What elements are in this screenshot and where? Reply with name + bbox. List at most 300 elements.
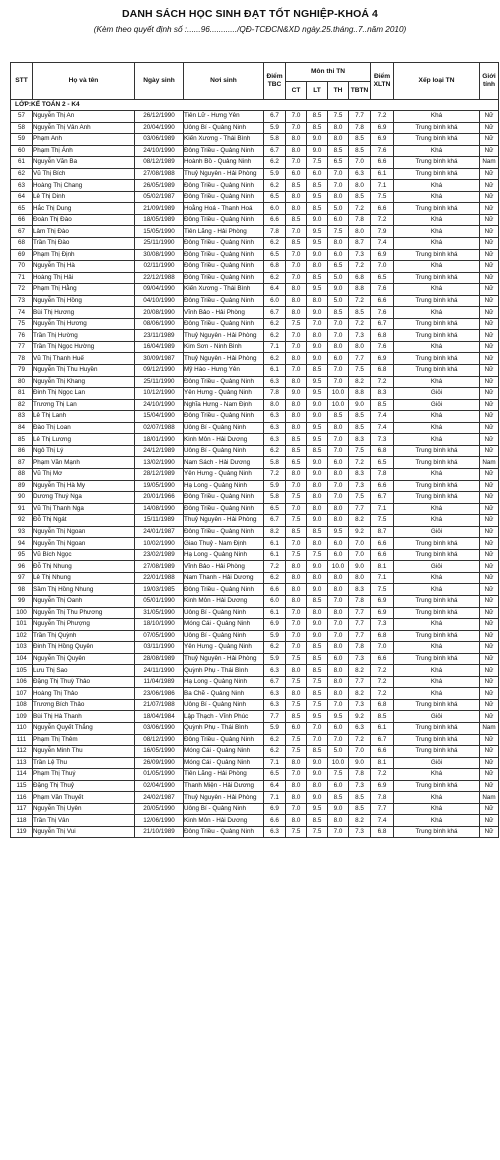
cell-gender: Nữ [480, 653, 499, 665]
cell-th: 8.0 [328, 607, 349, 619]
cell-tbc: 6.3 [264, 434, 286, 446]
cell-tbc: 6.2 [264, 572, 286, 584]
cell-tbtn: 8.5 [349, 411, 371, 423]
table-row [11, 365, 499, 377]
cell-rank: Khá [394, 261, 480, 273]
cell-tbtn: 7.3 [349, 826, 371, 838]
cell-lt: 9.5 [307, 422, 328, 434]
cell-xltn: 6.9 [371, 353, 394, 365]
cell-tbc: 7.1 [264, 792, 286, 804]
cell-dob: 03/06/1989 [135, 134, 184, 146]
cell-rank: Trung bình khá [394, 607, 480, 619]
cell-tbc: 5.9 [264, 122, 286, 134]
cell-ct: 8.5 [286, 526, 307, 538]
cell-tbtn: 7.5 [349, 445, 371, 457]
cell-name: Trần Thị Quỳnh [33, 630, 135, 642]
cell-name: Vũ Thị Thanh Nga [33, 503, 135, 515]
cell-pob: Kiến Xương - Thái Bình [184, 284, 264, 296]
cell-xltn: 6.7 [371, 492, 394, 504]
cell-tbtn: 7.3 [349, 480, 371, 492]
cell-tbc: 6.2 [264, 734, 286, 746]
cell-pob: Thuỷ Nguyên - Hải Phòng [184, 515, 264, 527]
cell-dob: 22/12/1988 [135, 272, 184, 284]
table-row [11, 826, 499, 838]
cell-th: 5.0 [328, 272, 349, 284]
cell-dob: 23/02/1989 [135, 549, 184, 561]
cell-dob: 10/02/1990 [135, 538, 184, 550]
cell-rank: Khá [394, 676, 480, 688]
table-row [11, 526, 499, 538]
cell-pob: Thuỷ Nguyên - Hải Phòng [184, 353, 264, 365]
cell-th: 7.5 [328, 769, 349, 781]
cell-tbtn: 7.0 [349, 538, 371, 550]
cell-rank: Khá [394, 572, 480, 584]
cell-rank: Khá [394, 688, 480, 700]
cell-stt: 84 [11, 422, 33, 434]
table-row [11, 399, 499, 411]
cell-name: Phạm Thị Định [33, 249, 135, 261]
table-row [11, 157, 499, 169]
cell-dob: 15/11/1989 [135, 515, 184, 527]
cell-ct: 7.5 [286, 653, 307, 665]
cell-tbc: 6.2 [264, 318, 286, 330]
cell-gender: Nữ [480, 272, 499, 284]
cell-tbc: 7.2 [264, 561, 286, 573]
cell-stt: 67 [11, 226, 33, 238]
cell-name: Vũ Thị Thanh Huế [33, 353, 135, 365]
cell-lt: 9.0 [307, 468, 328, 480]
cell-rank: Trung bình khá [394, 122, 480, 134]
cell-xltn: 7.2 [371, 214, 394, 226]
table-row [11, 145, 499, 157]
cell-th: 8.0 [328, 515, 349, 527]
cell-pob: Hạ Long - Quảng Ninh [184, 549, 264, 561]
cell-tbc: 6.7 [264, 145, 286, 157]
cell-pob: Ba Chẽ - Quảng Ninh [184, 688, 264, 700]
cell-ct: 8.0 [286, 295, 307, 307]
cell-lt: 8.5 [307, 642, 328, 654]
cell-gender: Nữ [480, 803, 499, 815]
cell-lt: 8.5 [307, 746, 328, 758]
cell-gender: Nữ [480, 746, 499, 758]
cell-pob: Đông Triều - Quảng Ninh [184, 503, 264, 515]
cell-name: Phạm Thị Ánh [33, 145, 135, 157]
cell-dob: 09/12/1990 [135, 365, 184, 377]
cell-tbtn: 8.3 [349, 584, 371, 596]
cell-gender: Nữ [480, 341, 499, 353]
cell-rank: Giỏi [394, 711, 480, 723]
cell-xltn: 7.2 [371, 769, 394, 781]
cell-dob: 18/10/1990 [135, 619, 184, 631]
cell-stt: 72 [11, 284, 33, 296]
cell-ct: 8.0 [286, 203, 307, 215]
cell-pob: Uông Bí - Quảng Ninh [184, 607, 264, 619]
cell-lt: 9.5 [307, 711, 328, 723]
cell-lt: 7.5 [307, 549, 328, 561]
cell-lt: 9.0 [307, 249, 328, 261]
cell-name: Hoàng Thị Thảo [33, 688, 135, 700]
cell-ct: 7.0 [286, 272, 307, 284]
table-row [11, 353, 499, 365]
cell-pob: Đông Triều - Quảng Ninh [184, 411, 264, 423]
cell-lt: 9.0 [307, 769, 328, 781]
cell-ct: 8.0 [286, 376, 307, 388]
cell-ct: 7.0 [286, 538, 307, 550]
cell-ct: 8.0 [286, 792, 307, 804]
cell-tbtn: 7.3 [349, 653, 371, 665]
table-row [11, 284, 499, 296]
cell-pob: Tiên Lãng - Hải Phòng [184, 226, 264, 238]
cell-name: Nguyễn Thị Ngoan [33, 538, 135, 550]
cell-ct: 7.5 [286, 515, 307, 527]
cell-name: Nguyễn Thị Uyên [33, 803, 135, 815]
cell-tbc: 6.2 [264, 642, 286, 654]
cell-ct: 8.0 [286, 815, 307, 827]
cell-gender: Nữ [480, 619, 499, 631]
cell-pob: Tiên Lãng - Hải Phòng [184, 769, 264, 781]
cell-th: 9.0 [328, 284, 349, 296]
cell-ct: 7.5 [286, 318, 307, 330]
cell-gender: Nữ [480, 734, 499, 746]
table-row [11, 214, 499, 226]
cell-rank: Khá [394, 111, 480, 123]
table-row [11, 815, 499, 827]
cell-rank: Trung bình khá [394, 549, 480, 561]
cell-stt: 79 [11, 365, 33, 377]
cell-gender: Nữ [480, 572, 499, 584]
cell-pob: Tiên Lữ - Hưng Yên [184, 111, 264, 123]
cell-stt: 60 [11, 145, 33, 157]
table-row [11, 746, 499, 758]
cell-rank: Trung bình khá [394, 272, 480, 284]
cell-gender: Nam [480, 457, 499, 469]
cell-th: 10.0 [328, 388, 349, 400]
cell-stt: 95 [11, 549, 33, 561]
cell-th: 8.0 [328, 584, 349, 596]
table-row [11, 711, 499, 723]
cell-tbtn: 7.5 [349, 492, 371, 504]
cell-xltn: 7.1 [371, 180, 394, 192]
cell-tbc: 6.3 [264, 422, 286, 434]
cell-gender: Nữ [480, 630, 499, 642]
cell-lt: 7.0 [307, 722, 328, 734]
cell-th: 7.0 [328, 318, 349, 330]
cell-tbtn: 8.2 [349, 515, 371, 527]
cell-lt: 9.5 [307, 191, 328, 203]
cell-rank: Khá [394, 769, 480, 781]
cell-ct: 8.0 [286, 665, 307, 677]
cell-lt: 8.5 [307, 688, 328, 700]
cell-tbtn: 8.5 [349, 145, 371, 157]
cell-gender: Nữ [480, 492, 499, 504]
cell-dob: 11/04/1989 [135, 676, 184, 688]
cell-gender: Nữ [480, 595, 499, 607]
cell-th: 7.0 [328, 630, 349, 642]
cell-pob: Quỳnh Phụ - Thái Bình [184, 665, 264, 677]
cell-th: 8.5 [328, 792, 349, 804]
cell-stt: 110 [11, 722, 33, 734]
cell-pob: Đông Triều - Quảng Ninh [184, 272, 264, 284]
cell-lt: 9.0 [307, 134, 328, 146]
cell-dob: 15/05/1990 [135, 226, 184, 238]
header-dob: Ngày sinh [135, 63, 184, 100]
table-row [11, 515, 499, 527]
cell-name: Trần Thị Hường [33, 330, 135, 342]
cell-rank: Trung bình khá [394, 492, 480, 504]
cell-gender: Nữ [480, 688, 499, 700]
table-row [11, 734, 499, 746]
cell-tbc: 7.2 [264, 468, 286, 480]
table-row [11, 699, 499, 711]
cell-xltn: 6.6 [371, 746, 394, 758]
cell-dob: 14/08/1990 [135, 503, 184, 515]
table-row [11, 111, 499, 123]
cell-tbtn: 7.7 [349, 607, 371, 619]
cell-name: Nguyễn Thị An [33, 111, 135, 123]
cell-th: 6.5 [328, 261, 349, 273]
cell-pob: Uông Bí - Quảng Ninh [184, 422, 264, 434]
cell-th: 7.0 [328, 180, 349, 192]
cell-th: 9.5 [328, 711, 349, 723]
cell-th: 6.0 [328, 538, 349, 550]
cell-gender: Nữ [480, 226, 499, 238]
cell-tbtn: 9.2 [349, 711, 371, 723]
cell-tbc: 8.0 [264, 399, 286, 411]
cell-rank: Khá [394, 665, 480, 677]
cell-rank: Khá [394, 226, 480, 238]
table-row [11, 180, 499, 192]
cell-rank: Khá [394, 468, 480, 480]
cell-dob: 16/04/1989 [135, 341, 184, 353]
cell-th: 8.0 [328, 468, 349, 480]
header-ct: CT [286, 82, 307, 100]
cell-th: 6.0 [328, 353, 349, 365]
cell-ct: 6.5 [286, 457, 307, 469]
cell-th: 8.0 [328, 341, 349, 353]
cell-ct: 7.0 [286, 249, 307, 261]
cell-tbc: 6.0 [264, 203, 286, 215]
table-row [11, 261, 499, 273]
cell-dob: 19/05/1990 [135, 480, 184, 492]
cell-stt: 89 [11, 480, 33, 492]
cell-gender: Nữ [480, 607, 499, 619]
cell-ct: 8.0 [286, 584, 307, 596]
cell-stt: 87 [11, 457, 33, 469]
cell-th: 6.0 [328, 722, 349, 734]
cell-name: Đoàn Thị Đào [33, 214, 135, 226]
cell-stt: 113 [11, 757, 33, 769]
cell-tbtn: 7.2 [349, 203, 371, 215]
cell-name: Nguyễn Thị Khang [33, 376, 135, 388]
cell-pob: Kinh Môn - Hải Dương [184, 595, 264, 607]
cell-stt: 59 [11, 134, 33, 146]
table-row [11, 538, 499, 550]
cell-pob: Nam Sách - Hải Dương [184, 457, 264, 469]
cell-ct: 7.0 [286, 769, 307, 781]
cell-rank: Trung bình khá [394, 746, 480, 758]
cell-th: 8.0 [328, 688, 349, 700]
cell-xltn: 6.9 [371, 607, 394, 619]
cell-name: Lâm Thị Đào [33, 226, 135, 238]
cell-xltn: 6.8 [371, 330, 394, 342]
cell-rank: Giỏi [394, 526, 480, 538]
cell-tbc: 6.6 [264, 815, 286, 827]
cell-xltn: 7.3 [371, 434, 394, 446]
cell-name: Nguyễn Quyết Thắng [33, 722, 135, 734]
cell-xltn: 6.8 [371, 630, 394, 642]
cell-gender: Nữ [480, 134, 499, 146]
cell-xltn: 8.1 [371, 561, 394, 573]
cell-stt: 68 [11, 238, 33, 250]
cell-ct: 6.0 [286, 168, 307, 180]
cell-dob: 25/11/1990 [135, 376, 184, 388]
cell-pob: Nghĩa Hưng - Nam Định [184, 399, 264, 411]
cell-tbtn: 9.0 [349, 561, 371, 573]
cell-stt: 102 [11, 630, 33, 642]
cell-ct: 7.0 [286, 803, 307, 815]
cell-stt: 57 [11, 111, 33, 123]
cell-dob: 27/08/1988 [135, 168, 184, 180]
cell-tbtn: 7.3 [349, 780, 371, 792]
cell-tbtn: 8.5 [349, 191, 371, 203]
cell-stt: 109 [11, 711, 33, 723]
cell-tbtn: 7.7 [349, 630, 371, 642]
cell-th: 7.0 [328, 492, 349, 504]
cell-stt: 98 [11, 584, 33, 596]
cell-xltn: 6.8 [371, 699, 394, 711]
cell-gender: Nữ [480, 388, 499, 400]
cell-stt: 63 [11, 180, 33, 192]
cell-stt: 91 [11, 503, 33, 515]
cell-tbtn: 8.2 [349, 665, 371, 677]
cell-name: Nguyễn Văn Ba [33, 157, 135, 169]
cell-lt: 9.0 [307, 411, 328, 423]
cell-stt: 115 [11, 780, 33, 792]
cell-rank: Khá [394, 642, 480, 654]
cell-xltn: 7.1 [371, 572, 394, 584]
cell-ct: 8.0 [286, 757, 307, 769]
cell-gender: Nữ [480, 191, 499, 203]
cell-name: Ngô Thị Lý [33, 445, 135, 457]
cell-pob: Yên Hưng - Quảng Ninh [184, 642, 264, 654]
cell-xltn: 6.6 [371, 203, 394, 215]
cell-xltn: 6.5 [371, 457, 394, 469]
cell-ct: 7.0 [286, 642, 307, 654]
cell-ct: 7.0 [286, 365, 307, 377]
cell-dob: 18/01/1990 [135, 434, 184, 446]
cell-rank: Trung bình khá [394, 480, 480, 492]
cell-rank: Giỏi [394, 388, 480, 400]
cell-xltn: 6.5 [371, 272, 394, 284]
cell-lt: 8.0 [307, 572, 328, 584]
cell-rank: Khá [394, 619, 480, 631]
cell-ct: 7.5 [286, 826, 307, 838]
cell-xltn: 7.7 [371, 803, 394, 815]
document-title: DANH SÁCH HỌC SINH ĐẠT TỐT NGHIỆP-KHOÁ 4 [121, 8, 378, 20]
cell-pob: Đông Triều - Quảng Ninh [184, 492, 264, 504]
cell-pob: Mỹ Hào - Hưng Yên [184, 365, 264, 377]
cell-pob: Đông Triều - Quảng Ninh [184, 734, 264, 746]
cell-tbtn: 7.0 [349, 549, 371, 561]
cell-lt: 9.0 [307, 757, 328, 769]
cell-tbtn: 7.7 [349, 619, 371, 631]
cell-name: Đặng Thị Thuỷ [33, 780, 135, 792]
cell-dob: 31/05/1990 [135, 607, 184, 619]
cell-rank: Khá [394, 214, 480, 226]
cell-dob: 03/06/1990 [135, 722, 184, 734]
cell-stt: 112 [11, 746, 33, 758]
cell-rank: Khá [394, 584, 480, 596]
cell-rank: Trung bình khá [394, 330, 480, 342]
cell-stt: 106 [11, 676, 33, 688]
cell-rank: Trung bình khá [394, 445, 480, 457]
cell-stt: 75 [11, 318, 33, 330]
cell-ct: 7.5 [286, 676, 307, 688]
cell-th: 7.0 [328, 826, 349, 838]
cell-tbc: 6.2 [264, 238, 286, 250]
cell-tbc: 6.7 [264, 515, 286, 527]
cell-tbc: 5.8 [264, 457, 286, 469]
cell-lt: 7.0 [307, 734, 328, 746]
cell-name: Nguyễn Thị Vui [33, 826, 135, 838]
cell-name: Lê Thị Nhung [33, 572, 135, 584]
cell-th: 8.0 [328, 191, 349, 203]
cell-pob: Vĩnh Bảo - Hải Phòng [184, 561, 264, 573]
cell-dob: 18/05/1989 [135, 214, 184, 226]
cell-name: Hắc Thị Dung [33, 203, 135, 215]
cell-dob: 27/08/1989 [135, 561, 184, 573]
cell-ct: 8.0 [286, 595, 307, 607]
cell-rank: Trung bình khá [394, 295, 480, 307]
cell-stt: 105 [11, 665, 33, 677]
cell-ct: 8.0 [286, 411, 307, 423]
table-body [11, 100, 499, 838]
cell-tbc: 5.8 [264, 492, 286, 504]
cell-th: 7.0 [328, 365, 349, 377]
cell-gender: Nữ [480, 318, 499, 330]
cell-tbtn: 8.5 [349, 792, 371, 804]
cell-xltn: 6.8 [371, 365, 394, 377]
cell-stt: 92 [11, 515, 33, 527]
table-row [11, 468, 499, 480]
cell-pob: Thuỷ Nguyên - Hải Phòng [184, 330, 264, 342]
cell-th: 5.0 [328, 203, 349, 215]
cell-dob: 22/01/1988 [135, 572, 184, 584]
cell-pob: Vĩnh Bảo - Hải Phòng [184, 307, 264, 319]
cell-tbtn: 6.3 [349, 168, 371, 180]
cell-stt: 107 [11, 688, 33, 700]
cell-xltn: 6.9 [371, 780, 394, 792]
cell-pob: Nam Thanh - Hải Dương [184, 572, 264, 584]
cell-lt: 8.5 [307, 365, 328, 377]
cell-th: 8.5 [328, 145, 349, 157]
cell-rank: Trung bình khá [394, 734, 480, 746]
cell-lt: 8.5 [307, 203, 328, 215]
cell-xltn: 6.1 [371, 168, 394, 180]
table-row [11, 422, 499, 434]
cell-xltn: 6.9 [371, 122, 394, 134]
cell-gender: Nữ [480, 757, 499, 769]
table-row [11, 295, 499, 307]
table-row [11, 722, 499, 734]
table-row [11, 503, 499, 515]
cell-name: Phạm Anh [33, 134, 135, 146]
cell-pob: Đông Triều - Quảng Ninh [184, 191, 264, 203]
header-stt: STT [11, 63, 33, 100]
cell-dob: 30/08/1990 [135, 249, 184, 261]
cell-ct: 8.0 [286, 284, 307, 296]
cell-th: 7.5 [328, 226, 349, 238]
